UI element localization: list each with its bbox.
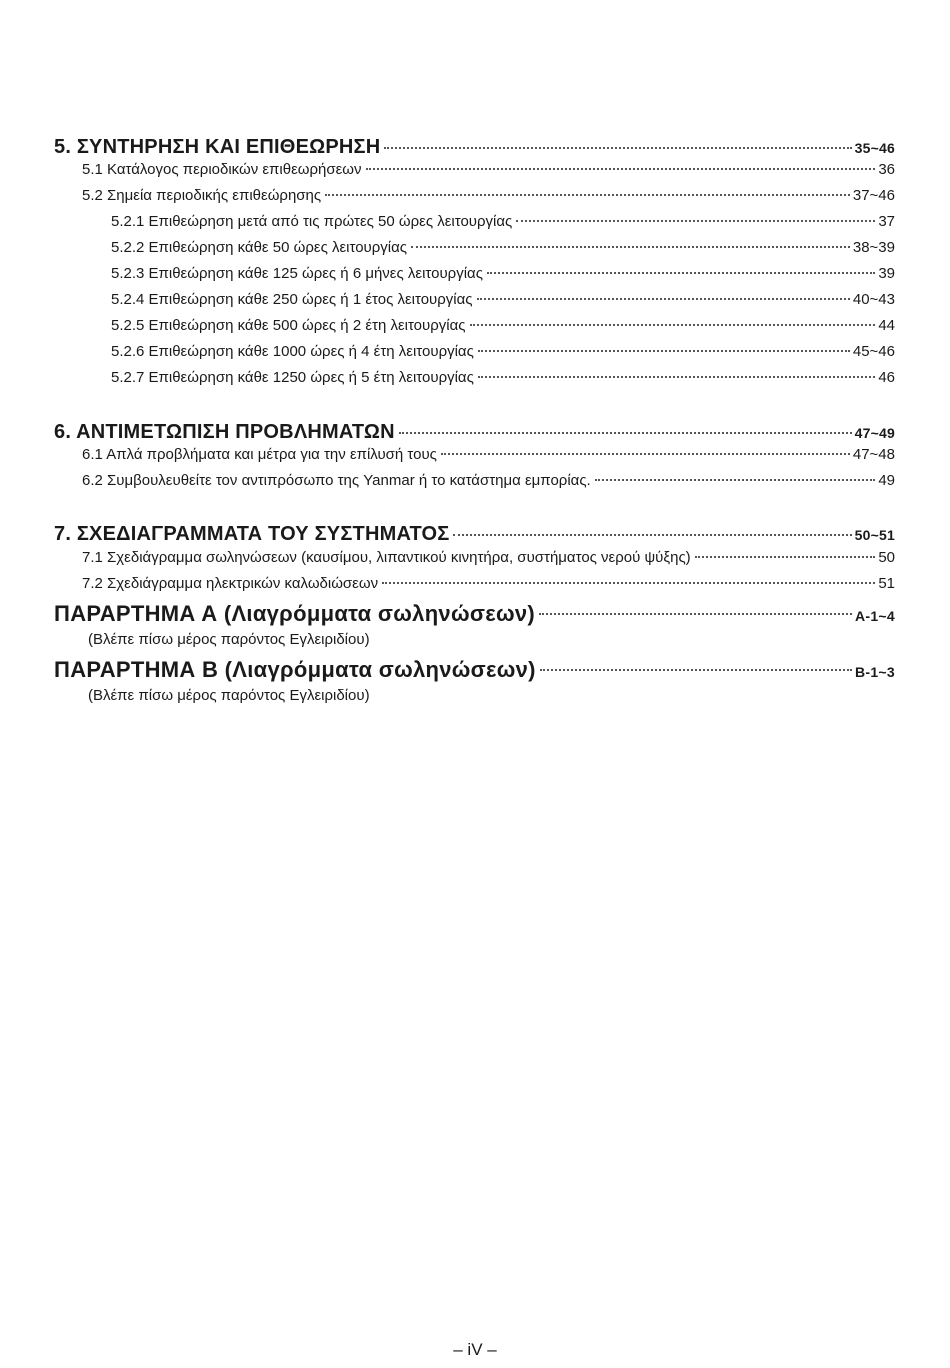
toc-entry-title: 5.2.1 Επιθεώρηση μετά από τις πρώτες 50 ώρες λειτουργίας xyxy=(111,213,513,230)
dot-leader xyxy=(516,220,875,222)
dot-leader xyxy=(539,613,852,615)
dot-leader xyxy=(366,168,876,170)
dot-leader xyxy=(384,147,851,149)
toc-section-6[interactable] xyxy=(54,421,895,444)
toc-entry-5-2-2[interactable] xyxy=(111,239,895,256)
toc-page-ref: B-1~3 xyxy=(854,664,895,680)
toc-appendix-a[interactable] xyxy=(54,601,895,627)
toc-entry-title: 7.1 Σχεδιάγραμμα σωληνώσεων (καυσίμου, λιπαντικού κινητήρα, συστήματος νερού ψύξης) xyxy=(82,549,691,566)
toc-entry-7-1[interactable] xyxy=(82,549,895,566)
toc-appendix-title: ΠΑΡΑΡΤΗΜΑ Α (Λιαγρόμματα σωληνώσεων) xyxy=(54,601,535,626)
dot-leader xyxy=(453,534,851,536)
dot-leader xyxy=(487,272,875,274)
toc-page-ref: 38~39 xyxy=(852,239,895,256)
toc-entry-5-1[interactable] xyxy=(82,161,895,178)
toc-page-ref: 37 xyxy=(878,213,895,230)
toc-page-ref: 47~49 xyxy=(854,425,895,441)
toc-entry-5-2-7[interactable] xyxy=(111,369,895,386)
toc-section-title: 5. ΣΥΝΤΗΡΗΣΗ ΚΑΙ ΕΠΙΘΕΩΡΗΣΗ xyxy=(54,136,381,158)
toc-appendix-title: ΠΑΡΑΡΤΗΜΑ Β (Λιαγρόμματα σωληνώσεων) xyxy=(54,657,536,682)
toc-entry-title: 5.2.4 Επιθεώρηση κάθε 250 ώρες ή 1 έτος λειτουργίας xyxy=(111,291,473,308)
toc-page-ref: 47~48 xyxy=(852,446,895,463)
toc-appendix-b[interactable] xyxy=(54,657,895,683)
dot-leader xyxy=(411,246,850,248)
toc-entry-title: 6.2 Συμβουλευθείτε τον αντιπρόσωπο της Yanmar ή το κατάστημα εμπορίας. xyxy=(82,472,591,489)
toc-entry-title: 5.1 Κατάλογος περιοδικών επιθεωρήσεων xyxy=(82,161,362,178)
toc-page-ref: 45~46 xyxy=(852,343,895,360)
toc-appendix-note: (Βλέπε πίσω μέρος παρόντος Εγλειριδίου) xyxy=(88,631,370,648)
dot-leader xyxy=(478,350,850,352)
dot-leader xyxy=(470,324,876,326)
toc-section-7[interactable] xyxy=(54,523,895,546)
toc-page-ref: 37~46 xyxy=(852,187,895,204)
dot-leader xyxy=(477,298,850,300)
toc-page-ref: 39 xyxy=(878,265,895,282)
toc-entry-5-2-1[interactable] xyxy=(111,213,895,230)
toc-entry-title: 5.2.7 Επιθεώρηση κάθε 1250 ώρες ή 5 έτη λειτουργίας xyxy=(111,369,474,386)
toc-entry-title: 5.2.5 Επιθεώρηση κάθε 500 ώρες ή 2 έτη λειτουργίας xyxy=(111,317,466,334)
toc-entry-title: 5.2.2 Επιθεώρηση κάθε 50 ώρες λειτουργίας xyxy=(111,239,408,256)
toc-entry-5-2-5[interactable] xyxy=(111,317,895,334)
dot-leader xyxy=(595,479,876,481)
dot-leader xyxy=(399,432,852,434)
toc-entry-title: 5.2.3 Επιθεώρηση κάθε 125 ώρες ή 6 μήνες λειτουργίας xyxy=(111,265,483,282)
dot-leader xyxy=(382,582,875,584)
toc-entry-title: 5.2 Σημεία περιοδικής επιθεώρησης xyxy=(82,187,322,204)
toc-page-ref: 50~51 xyxy=(854,527,895,543)
dot-leader xyxy=(325,194,850,196)
toc-entry-7-2[interactable] xyxy=(82,575,895,592)
toc-page-ref: 40~43 xyxy=(852,291,895,308)
toc-page-ref: A-1~4 xyxy=(854,608,895,624)
page-number: – iV – xyxy=(453,1340,497,1359)
toc-page-ref: 36 xyxy=(878,161,895,178)
toc-entry-5-2[interactable] xyxy=(82,187,895,204)
dot-leader xyxy=(695,556,876,558)
toc-page-ref: 46 xyxy=(878,369,895,386)
toc-page-ref: 49 xyxy=(878,472,895,489)
toc-section-title: 6. ΑΝΤΙΜΕΤΩΠΙΣΗ ΠΡΟΒΛΗΜΑΤΩΝ xyxy=(54,421,395,443)
toc-section-5[interactable] xyxy=(54,136,895,159)
toc-entry-6-1[interactable] xyxy=(82,446,895,463)
toc-appendix-note: (Βλέπε πίσω μέρος παρόντος Εγλειριδίου) xyxy=(88,687,370,704)
toc-entry-6-2[interactable] xyxy=(82,472,895,489)
dot-leader xyxy=(478,376,875,378)
toc-page-ref: 50 xyxy=(878,549,895,566)
toc-entry-5-2-3[interactable] xyxy=(111,265,895,282)
dot-leader xyxy=(441,453,850,455)
toc-entry-title: 6.1 Απλά προβλήματα και μέτρα για την επίλυσή τους xyxy=(82,446,437,463)
toc-page-ref: 44 xyxy=(878,317,895,334)
toc-entry-title: 5.2.6 Επιθεώρηση κάθε 1000 ώρες ή 4 έτη λειτουργίας xyxy=(111,343,474,360)
toc-page-ref: 51 xyxy=(878,575,895,592)
toc-section-title: 7. ΣΧΕΔΙΑΓΡΑΜΜΑΤΑ ΤΟΥ ΣΥΣΤΗΜΑΤΟΣ xyxy=(54,523,450,545)
dot-leader xyxy=(540,669,852,671)
toc-entry-title: 7.2 Σχεδιάγραμμα ηλεκτρικών καλωδιώσεων xyxy=(82,575,379,592)
toc-entry-5-2-6[interactable] xyxy=(111,343,895,360)
toc-page-ref: 35~46 xyxy=(854,140,895,156)
toc-entry-5-2-4[interactable] xyxy=(111,291,895,308)
